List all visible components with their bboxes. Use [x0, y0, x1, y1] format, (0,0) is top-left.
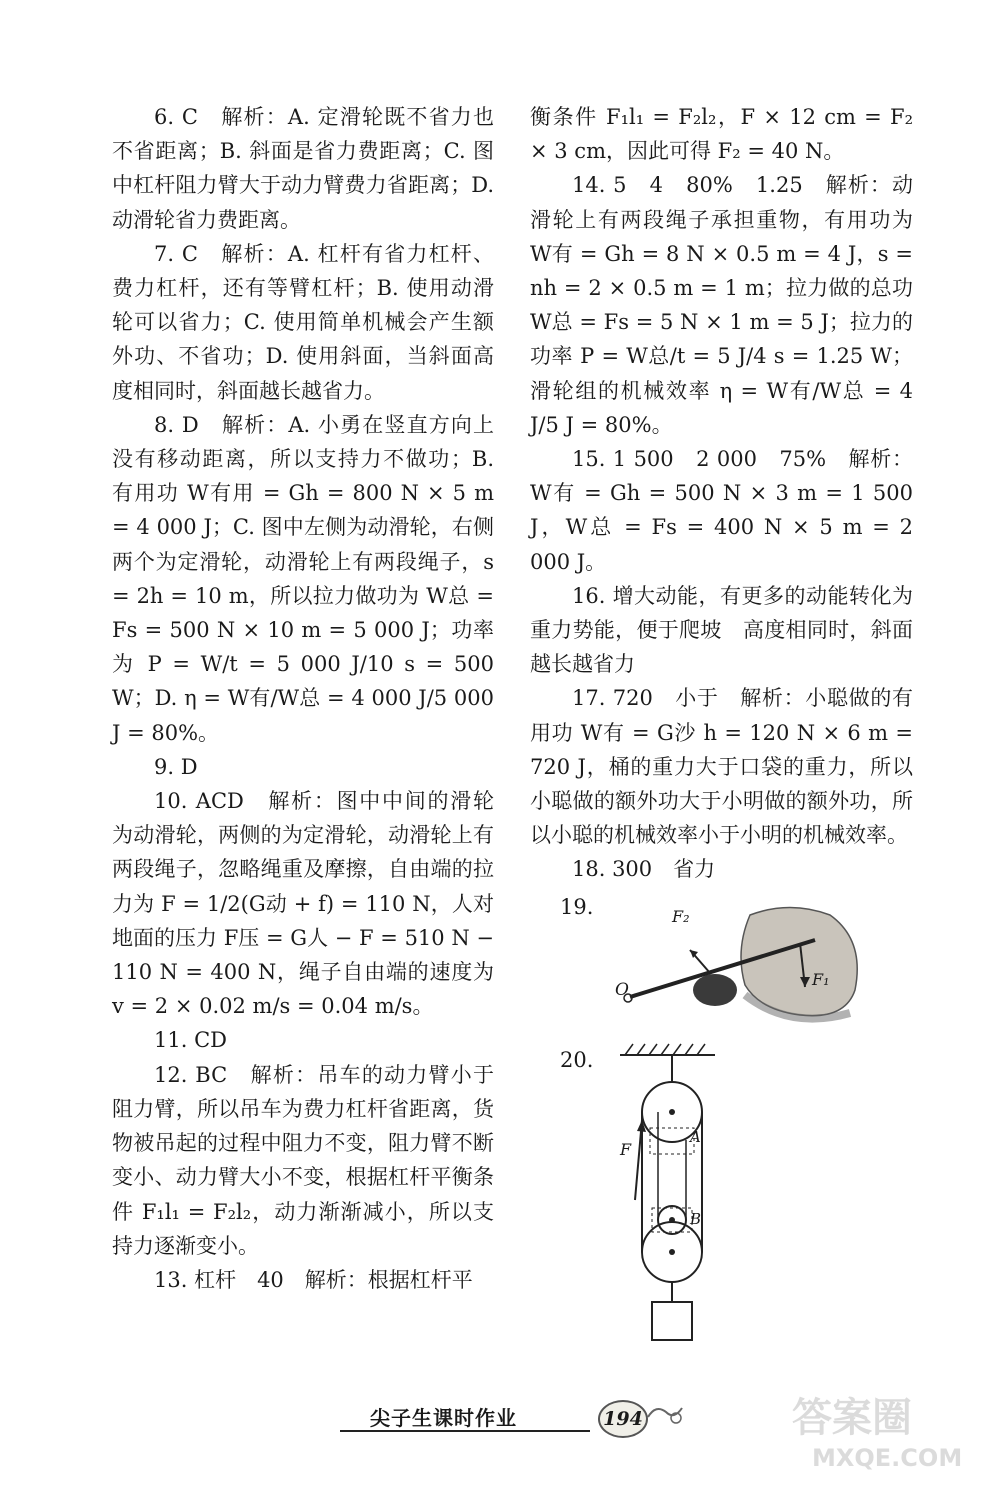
- answer-paragraph: 13. 杠杆 40 解析：根据杠杆平: [154, 1267, 473, 1292]
- answer-paragraph: 17. 720 小于 解析：小聪做的有用功 W有 = G沙 h = 120 N × 6 m = 720 J，桶的重力大于口袋的重力，所以小聪做的额外功大于小明做的额外功，所以小聪的机械效率小于小明的机械效率。: [530, 686, 913, 848]
- answer-paragraph: 15. 1 500 2 000 75% 解析：W有 = Gh = 500 N × 3 m = 1 500 J，W总 = Fs = 400 N × 5 m = 2 000 J。: [530, 447, 913, 574]
- figure-20-number: 20.: [560, 1048, 594, 1072]
- answer-paragraph: 11. CD: [154, 1028, 227, 1053]
- footer-rule: [340, 1430, 590, 1432]
- answer-paragraph: 衡条件 F₁l₁ = F₂l₂，F × 12 cm = F₂ × 3 cm，因此可得 F₂ = 40 N。: [530, 105, 913, 164]
- pulley-diagram: [560, 1040, 730, 1370]
- answer-paragraph: 12. BC 解析：吊车的动力臂小于阻力臂，所以吊车为费力杠杆省距离，货物被吊起的过程中阻力不变，阻力臂不断变小、动力臂大小不变，根据杠杆平衡条件 F₁l₁ = F₂l₂，动力渐渐减小，所以支持力逐渐变小。: [112, 1062, 494, 1258]
- answer-paragraph: 7. C 解析：A. 杠杆有省力杠杆、费力杠杆，还有等臂杠杆；B. 使用动滑轮可以省力；C. 使用简单机械会产生额外功、不省功；D. 使用斜面，当斜面高度相同时，斜面越长越省力。: [112, 241, 494, 403]
- answer-paragraph: 8. D 解析：A. 小勇在竖直方向上没有移动距离，所以支持力不做功；B. 有用功 W有用 = Gh = 800 N × 5 m = 4 000 J；C. 图中左侧为动滑轮，右侧两个为定滑轮，动滑轮上有两段绳子，s = 2h = 10 m，所以拉力做功为 W总 = Fs = 500 N × 10 m = 5 000 J；功率为 P = W/t = 5 000 J/10 s = 500 W；D. η = W有/W总 = 4 000 J/5 000 J = 80%。: [112, 412, 494, 745]
- watermark-url: MXQE.COM: [812, 1444, 963, 1472]
- answer-paragraph: 14. 5 4 80% 1.25 解析：动滑轮上有两段绳子承担重物，有用功为 W有 = Gh = 8 N × 0.5 m = 4 J，s = nh = 2 × 0.5 m = 1 m；拉力做的总功 W总 = Fs = 5 N × 1 m = 5 J；拉力的功率 P = W总/t = 5 J/4 s = 1.25 W；滑轮组的机械效率 η = W有/W总 = 4 J/5 J = 80%。: [530, 173, 913, 437]
- force-f1-label: F₁: [812, 970, 830, 989]
- figure-20: [560, 1040, 730, 1370]
- footer-title: 尖子生课时作业: [370, 1406, 517, 1430]
- watermark-logo-text: 答案圈: [792, 1395, 912, 1441]
- answer-paragraph: 16. 增大动能，有更多的动能转化为重力势能，便于爬坡 高度相同时，斜面越长越省力: [530, 583, 913, 677]
- answer-paragraph: 10. ACD 解析：图中中间的滑轮为动滑轮，两侧的为定滑轮，动滑轮上有两段绳子，忽略绳重及摩擦，自由端的拉力为 F = 1/2(G动 + f) = 110 N，人对地面的压力 F压 = G人 − F = 510 N − 110 N = 400 N，绳子自由端的速度为 v = 2 × 0.02 m/s = 0.04 m/s。: [112, 789, 494, 1019]
- figure-19-number: 19.: [560, 895, 594, 919]
- figure-19: [560, 895, 890, 1035]
- pulley-b-label: B: [690, 1210, 702, 1228]
- pivot-o-label: O: [615, 980, 629, 1000]
- swirl-icon: [646, 1402, 686, 1432]
- lever-diagram: [560, 895, 890, 1035]
- page-number-badge: 194: [598, 1400, 648, 1438]
- answer-paragraph: 9. D: [154, 754, 198, 779]
- left-column: [112, 100, 494, 1297]
- force-f2-label: F₂: [672, 907, 690, 926]
- force-f-label: F: [620, 1140, 632, 1159]
- page-footer: [340, 1400, 680, 1440]
- pulley-a-label: A: [690, 1128, 701, 1146]
- answer-paragraph: 18. 300 省力: [572, 857, 716, 882]
- right-column: [530, 100, 913, 887]
- answer-paragraph: 6. C 解析：A. 定滑轮既不省力也不省距离；B. 斜面是省力费距离；C. 图中杠杆阻力臂大于动力臂费力省距离；D. 动滑轮省力费距离。: [112, 105, 494, 232]
- watermark: [782, 1386, 982, 1481]
